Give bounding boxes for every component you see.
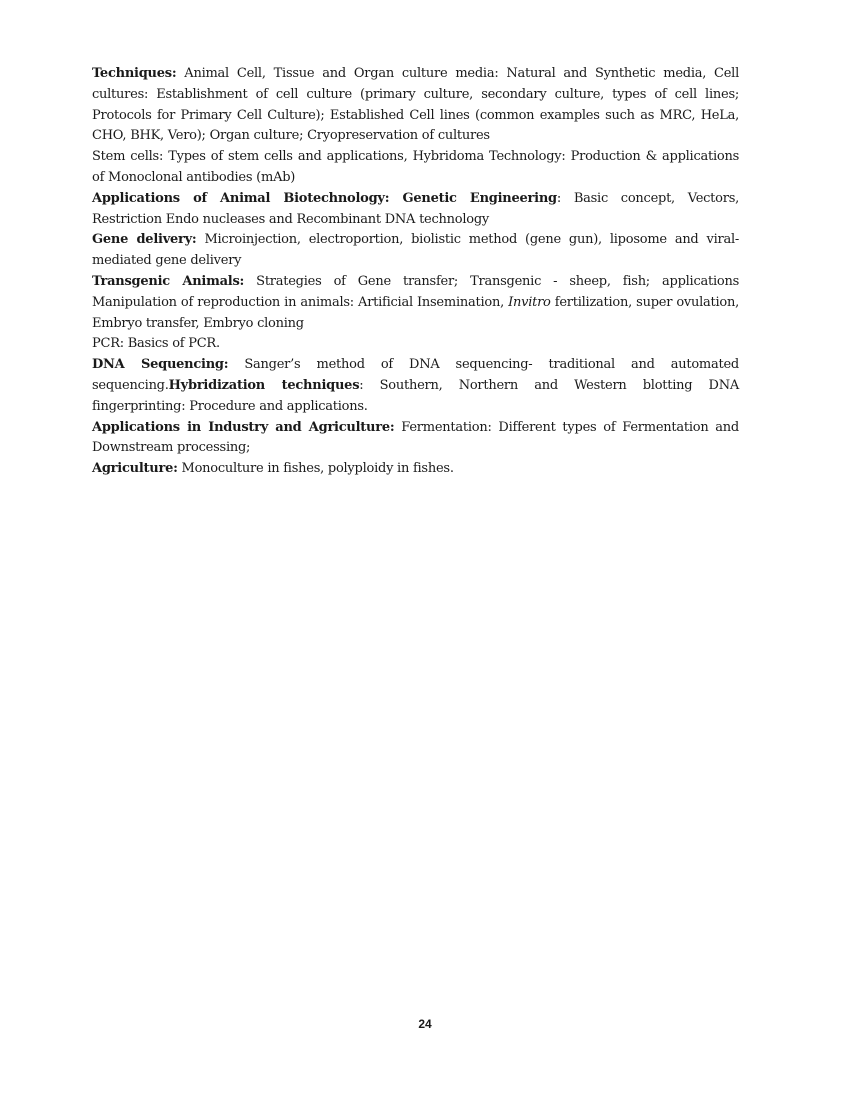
paragraph-industry (92, 418, 739, 460)
heading-applications: Applications of Animal Biotechnology: Genetic Engineering (92, 190, 557, 206)
document-body (92, 64, 739, 480)
text-pcr: PCR: Basics of PCR. (92, 336, 220, 352)
paragraph-techniques (92, 64, 739, 147)
heading-agriculture: Agriculture: (92, 461, 178, 477)
heading-techniques: Techniques: (92, 66, 177, 81)
text-agriculture: Monoculture in fishes, polyploidy in fishes. (177, 461, 454, 477)
heading-transgenic: Transgenic Animals: (92, 273, 245, 289)
heading-dna-sequencing: DNA Sequencing: (92, 357, 229, 373)
heading-industry: Applications in Industry and Agriculture: (92, 419, 395, 435)
page-number: 24 (418, 1017, 432, 1031)
text-dna-sequencing-before: Sanger’s method of DNA sequencing- traditional and automated sequencing. (92, 357, 739, 393)
paragraph-stem-cells (92, 147, 739, 189)
text-stem-cells: Stem cells: Types of stem cells and applications, Hybridoma Technology: Production & applications of Monoclonal antibodies (mAb) (92, 149, 739, 185)
paragraph-agriculture (92, 459, 739, 480)
heading-gene-delivery: Gene delivery: (92, 232, 197, 248)
text-transgenic-after: fertilization, super ovulation, Embryo transfer, Embryo cloning (92, 294, 739, 331)
heading-hybridization: Hybridization techniques (168, 377, 360, 393)
paragraph-applications (92, 189, 739, 231)
text-transgenic-italic: Invitro (508, 294, 551, 310)
text-gene-delivery: Microinjection, electroportion, biolistic method (gene gun), liposome and viral-mediated gene delivery (92, 232, 739, 269)
text-transgenic-before: Strategies of Gene transfer; Transgenic - sheep, fish; applications Manipulation of reproduction in animals: Artificial Insemination, (92, 273, 739, 310)
paragraph-transgenic (92, 272, 739, 334)
paragraph-pcr (92, 334, 739, 355)
text-applications: : Basic concept, Vectors, Restriction Endo nucleases and Recombinant DNA technology (92, 190, 739, 227)
text-techniques: Animal Cell, Tissue and Organ culture media: Natural and Synthetic media, Cell cultures: Establishment of cell culture (primary culture, secondary culture, types of cell lines; Protocols for Primary Cell Culture); Established Cell lines (common examples such as MRC, HeLa, CHO, BHK, Vero); Organ culture; Cryopreservation of cultures (92, 66, 739, 144)
paragraph-gene-delivery (92, 230, 739, 272)
text-dna-sequencing-after: : Southern, Northern and Western blotting DNA fingerprinting: Procedure and applications. (92, 377, 739, 414)
text-industry: Fermentation: Different types of Fermentation and Downstream processing; (92, 419, 739, 456)
paragraph-dna-sequencing (92, 355, 739, 417)
